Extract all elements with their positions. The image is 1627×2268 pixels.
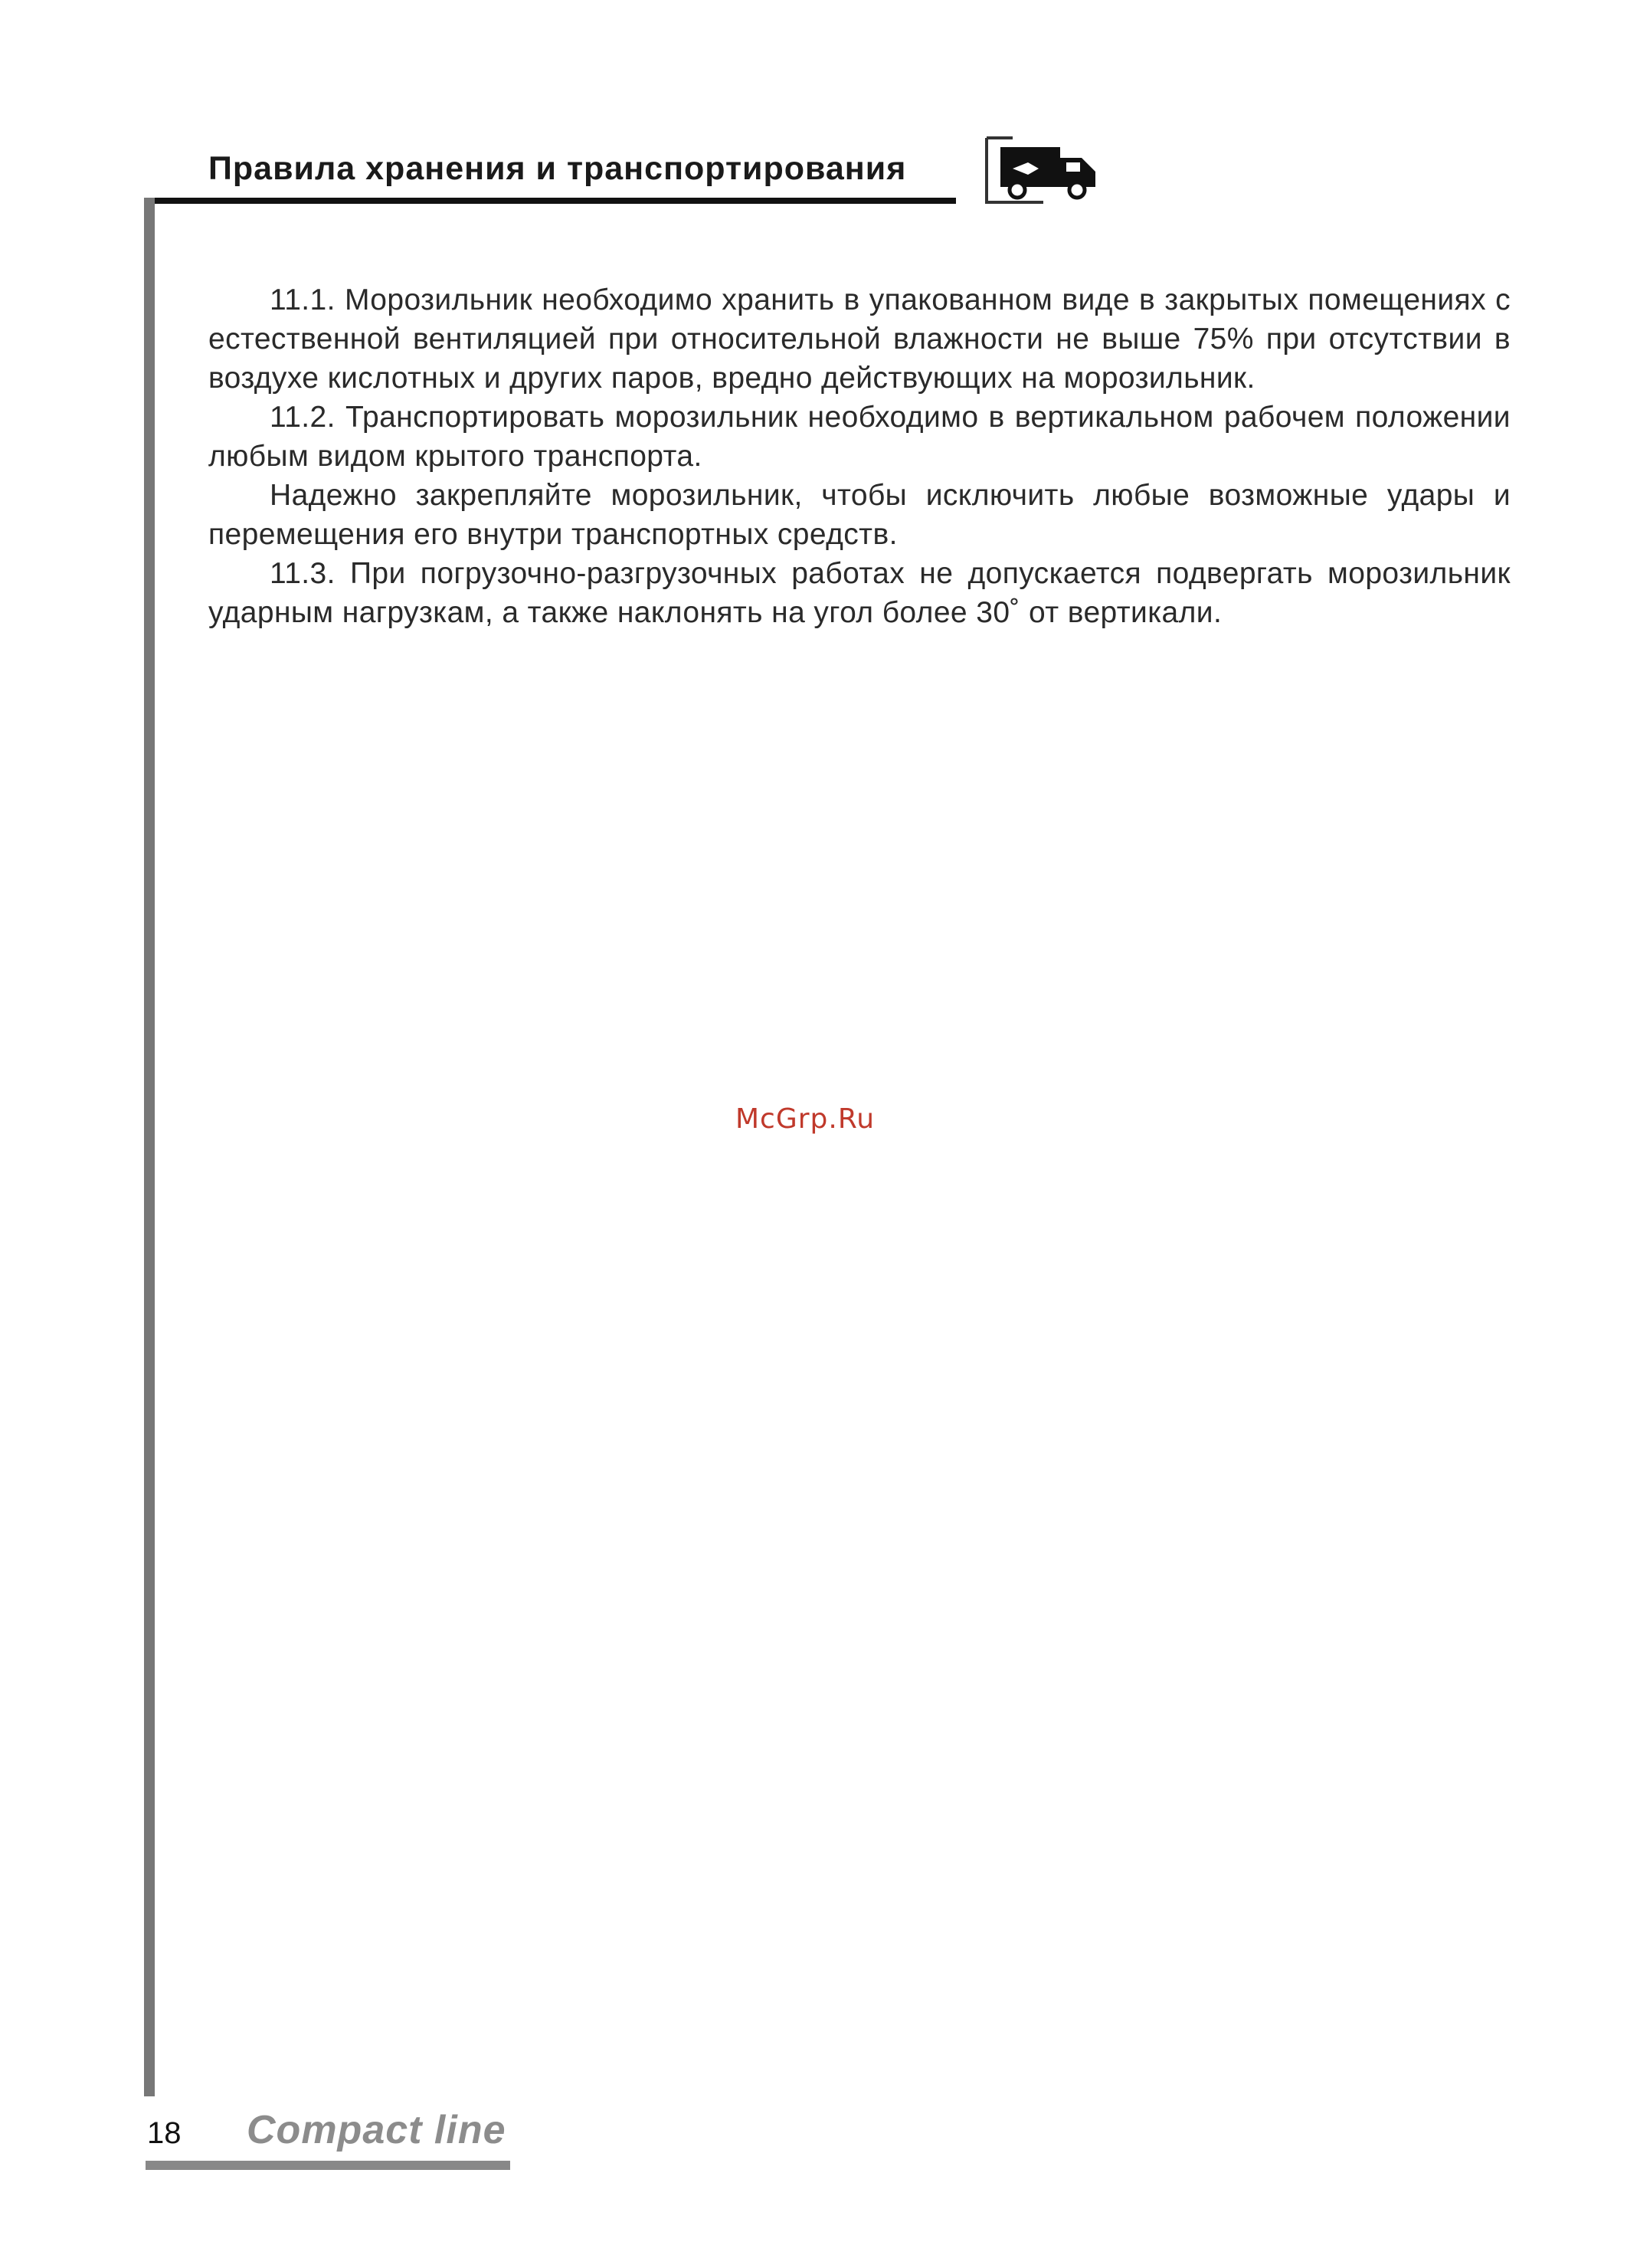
section-title: Правила хранения и транспортирования [208, 150, 907, 187]
paragraph-11-3: 11.3. При погрузочно-разгрузочных работах не допускается подвергать морозильник ударным нагрузкам, а также наклонять на угол более 30˚ от вертикали. [208, 557, 1511, 629]
brand-name: Compact line [247, 2108, 506, 2152]
paragraph-fasten: Надежно закрепляйте морозильник, чтобы исключить любые возможные удары и перемещения его внутри транспортных средств. [208, 479, 1511, 551]
paragraph-11-2: 11.2. Транспортировать морозильник необходимо в вертикальном рабочем положении любым видом крытого транспорта. [208, 401, 1511, 473]
paragraph-11-1: 11.1. Морозильник необходимо хранить в упакованном виде в закрытых помещениях с естественной вентиляцией при относительной влажности не выше 75% при отсутствии в воздухе кислотных и других паров, вредно действующих на морозильник. [208, 284, 1511, 395]
truck-icon [982, 129, 1112, 205]
footer-rule [146, 2161, 510, 2170]
page-number: 18 [147, 2116, 182, 2150]
body-text [208, 280, 1511, 632]
left-margin-bar [144, 198, 155, 2096]
header-rule [146, 198, 956, 204]
watermark: McGrp.Ru [735, 1103, 876, 1135]
